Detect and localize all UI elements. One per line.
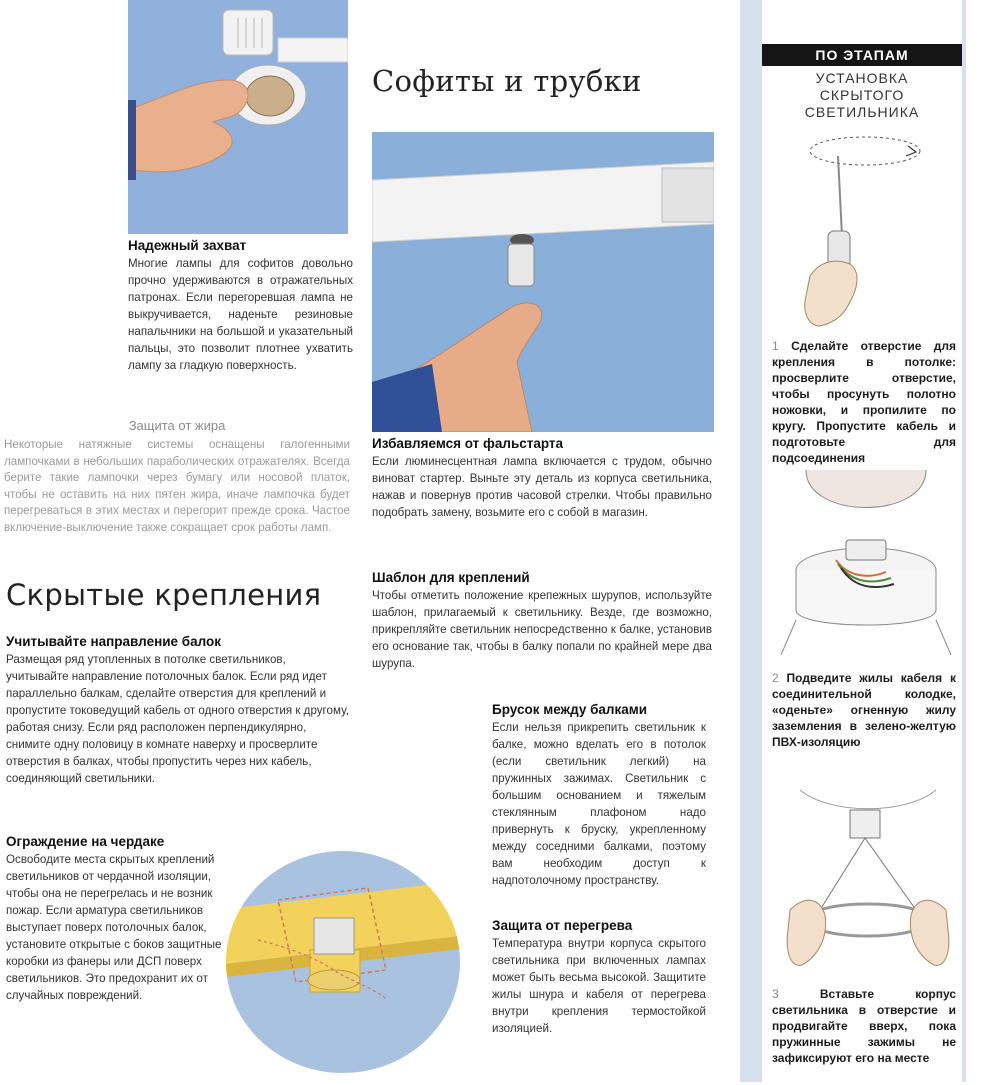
sidebar-title-line-2: СКРЫТОГО xyxy=(819,87,905,103)
step2-illustration xyxy=(776,460,956,660)
step-2 xyxy=(772,670,956,750)
grip-heading: Надежный захват xyxy=(128,238,247,253)
step-1-number: 1 xyxy=(772,339,779,353)
grease-box xyxy=(4,418,350,536)
grip-body: Многие лампы для софитов довольно прочно удерживаются в отражательных патронах. Если перегоревшая лампа не выкручивается, наденьте резиновые напальчники на большой и указательный пальцы, это позволит плотнее ухватить лампу за гладкую поверхность. xyxy=(128,257,353,372)
bar-block xyxy=(492,702,706,889)
attic-diagram-image xyxy=(218,840,468,1080)
steps-badge: ПО ЭТАПАМ xyxy=(762,44,962,66)
starter-body: Если люминесцентная лампа включается с трудом, обычно виноват стартер. Выньте эту деталь из корпуса светильника, нажав и повернув против часовой стрелки. Чтобы правильно подобрать замену, возьмите его с собой в магазин. xyxy=(372,455,712,519)
starter-heading: Избавляемся от фальстарта xyxy=(372,436,564,451)
step-1 xyxy=(772,338,956,466)
hidden-mounts-heading: Скрытые крепления xyxy=(6,578,322,612)
step-3 xyxy=(772,986,956,1066)
overheat-body: Температура внутри корпуса скрытого светильника при включенных лампах может быть весьма высокой. Защитите жилы шнура и кабеля от перегрева внутри крепления термостойкой изоляцией. xyxy=(492,937,706,1035)
attic-heading: Ограждение на чердаке xyxy=(6,834,165,849)
step1-illustration xyxy=(780,126,950,336)
step-1-text: Сделайте отверстие для крепления в потолке: просверлите отверстие, чтобы просунуть полотно ножовки, и пропилите по кругу. Пропустите кабель и подготовьте для подсоединения xyxy=(772,339,956,465)
template-heading: Шаблон для креплений xyxy=(372,570,530,585)
step-3-text: Вставьте корпус светильника в отверстие и продвигайте вверх, пока пружинные зажимы не зафиксируют его на месте xyxy=(772,987,956,1065)
fitting-insert-image xyxy=(780,770,956,980)
template-block xyxy=(372,570,712,672)
hand-spotlight-image xyxy=(128,0,348,234)
beams-heading: Учитывайте направление балок xyxy=(6,634,222,649)
step3-illustration xyxy=(780,770,956,980)
step-3-number: 3 xyxy=(772,987,779,1001)
overheat-block xyxy=(492,918,706,1037)
attic-body: Освободите места скрытых креплений светильников от чердачной изоляции, чтобы она не перегрелась и не возник пожар. Если арматура светильников выступает поверх потолочных балок, установите открытые с боков защитные коробки из фанеры или ДСП поверх светильников. Это предохранит их от случайных повреждений. xyxy=(6,853,222,1002)
sidebar-title-line-3: СВЕТИЛЬНИКА xyxy=(804,104,920,120)
attic-block xyxy=(6,834,242,1004)
attic-diagram xyxy=(218,840,468,1080)
sidebar-title xyxy=(762,70,962,121)
overheat-heading: Защита от перегрева xyxy=(492,918,633,933)
grease-title: Защита от жира xyxy=(128,418,226,433)
template-body: Чтобы отметить положение крепежных шурупов, используйте шаблон, прилагаемый к светильнику. Везде, где возможно, прикрепляйте светильник непосредственно к балке, установив его основание так, чтобы в балку попали по крайней мере два шурупа. xyxy=(372,589,712,670)
step-2-text: Подведите жилы кабеля к соединительной колодке, «оденьте» огненную жилу заземления в зелено-желтую ПВХ-изоляцию xyxy=(772,671,956,749)
sofits-heading: Софиты и трубки xyxy=(372,64,642,98)
beams-block xyxy=(6,634,350,787)
hidden-mounts-title xyxy=(6,578,321,612)
step-2-number: 2 xyxy=(772,671,779,685)
starter-caption xyxy=(372,436,712,521)
spotlight-photo xyxy=(128,0,348,234)
sidebar-title-line-1: УСТАНОВКА xyxy=(815,70,909,86)
starter-removal-image xyxy=(372,132,714,432)
bar-body: Если нельзя прикрепить светильник к балке, можно вделать его в потолок (если светильник легкий) на пружинных зажимах. Светильник с большим основанием и тяжелым стеклянным плафоном надо привернуть к бруску, укрепленному между соседними балками, поэтому вам необходим доступ к надпотолочному пространству. xyxy=(492,721,706,887)
bar-heading: Брусок между балками xyxy=(492,702,648,717)
fluorescent-photo xyxy=(372,132,714,432)
wiring-box-image xyxy=(776,460,956,660)
sofits-title xyxy=(372,64,642,98)
beams-body: Размещая ряд утопленных в потолке светильников, учитывайте направление потолочных балок. Если ряд идет параллельно балкам, сделайте отверстия для креплений и пропустите токоведущий кабель от одного отверстия к другому, работая снизу. Если ряд расположен перпендикулярно, снимите одну половицу в комнате наверху и просверлите отверстия в балках, чтобы пропустить через них кабель, соединяющий светильники. xyxy=(6,653,349,785)
grip-caption xyxy=(128,238,353,374)
ceiling-saw-image xyxy=(780,126,950,336)
grease-body: Некоторые натяжные системы оснащены галогенными лампочками в небольших параболических отражателях. Всегда берите такие лампочки через бумагу или носовой платок, чтобы не оставить на них пятен жира, иначе лампочка будет перегреваться в этих местах и перегорит прежде срока. Частое включение-выключение также сокращает срок работы ламп. xyxy=(4,438,350,534)
